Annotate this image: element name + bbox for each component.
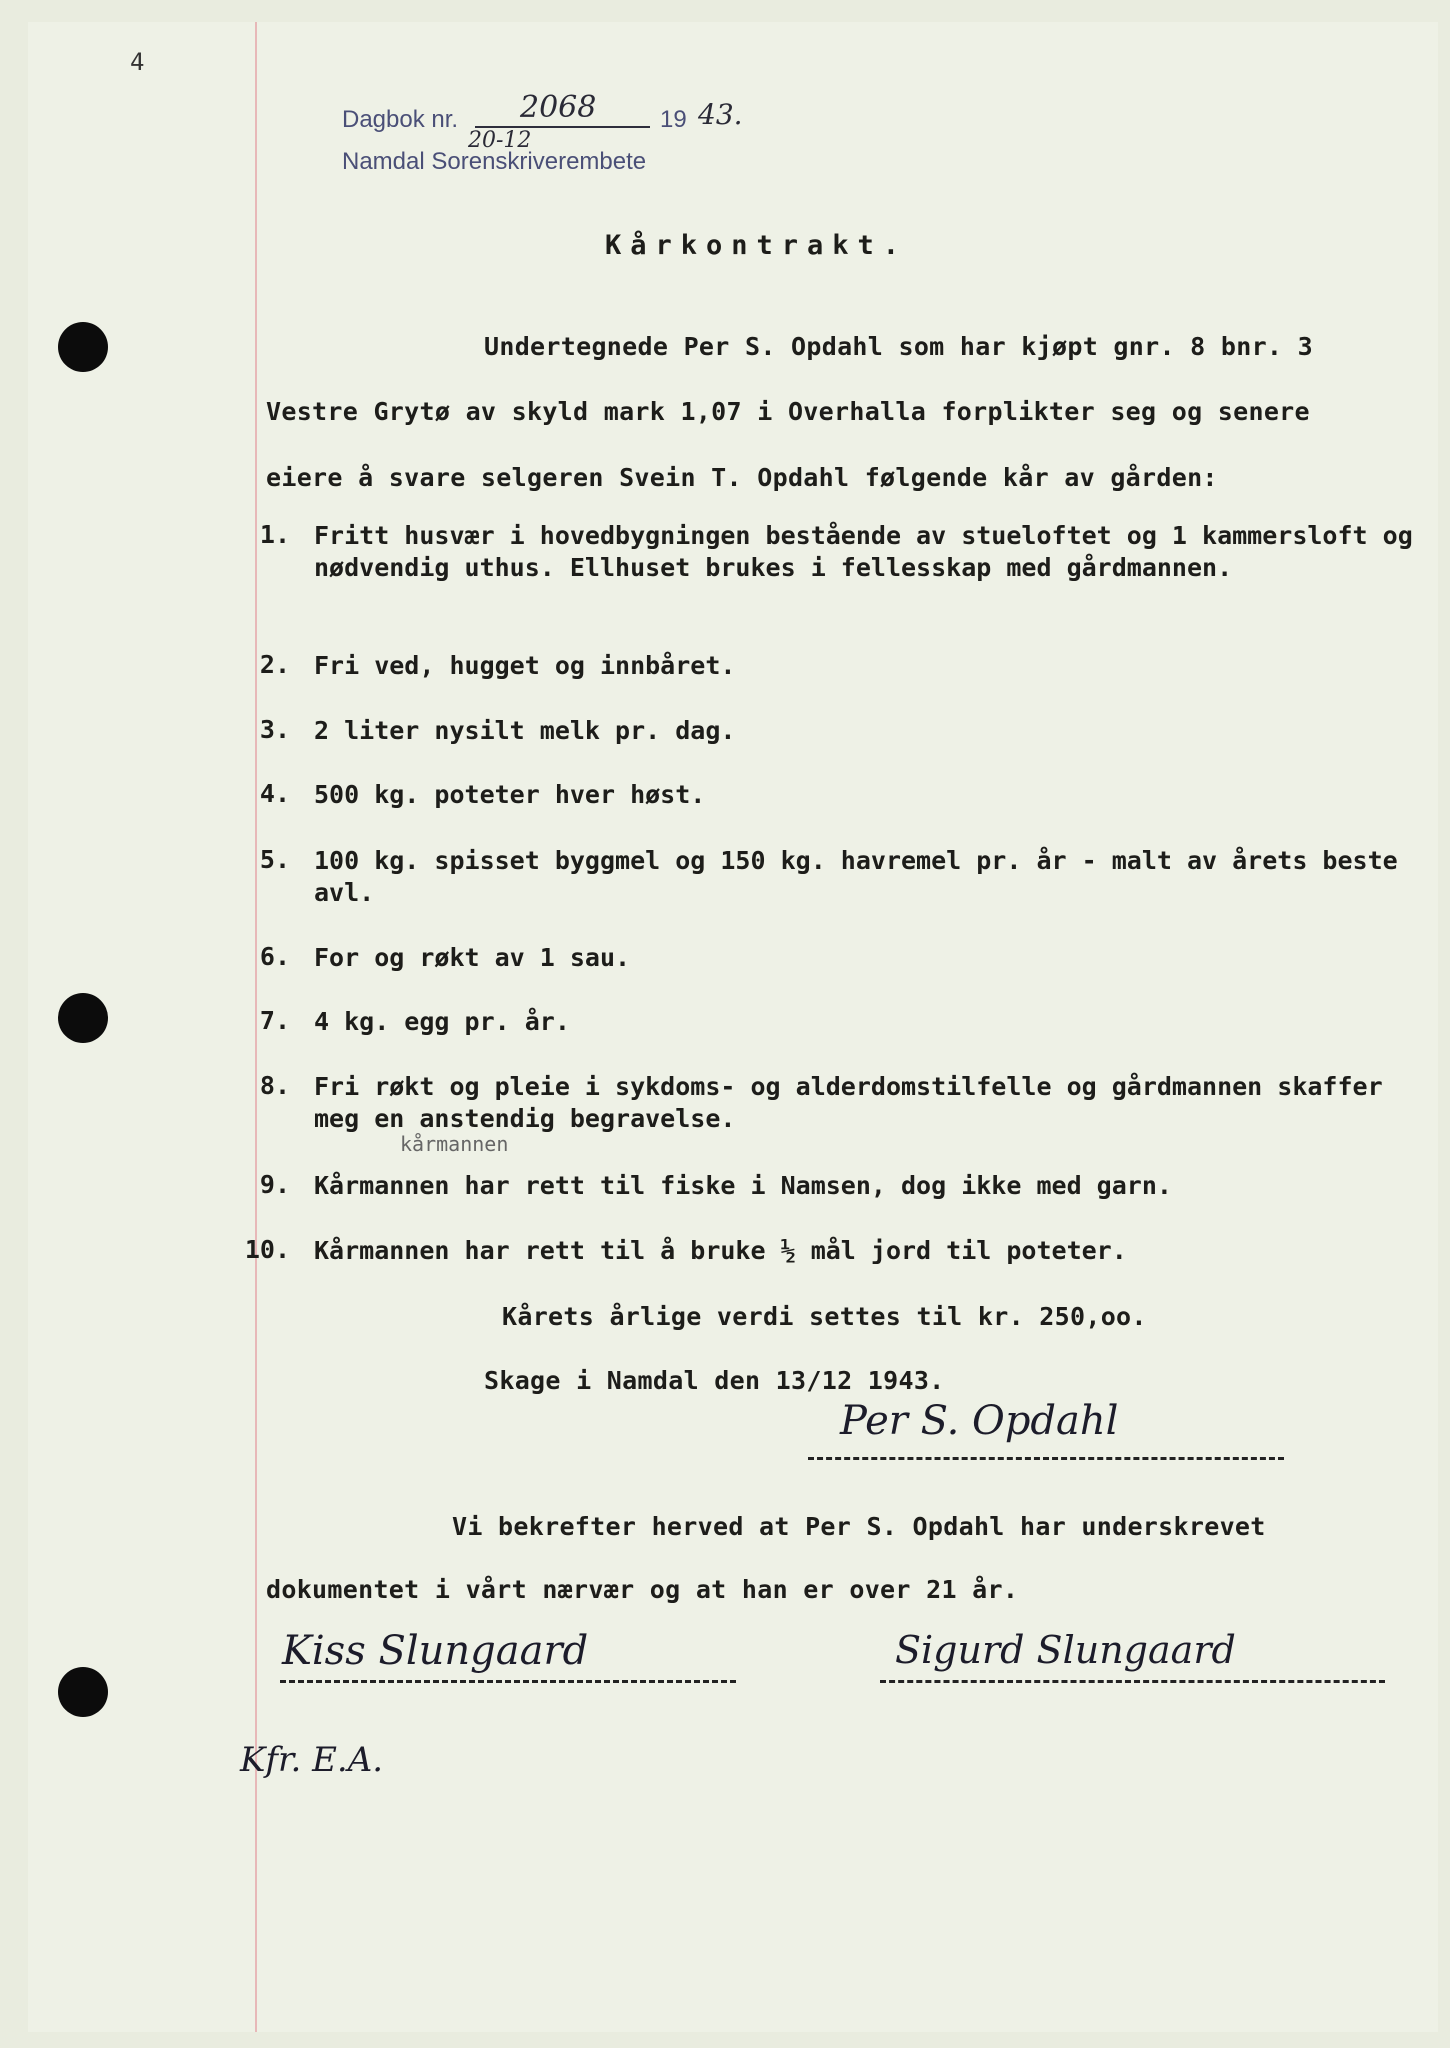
dagbok-year-suffix: 43.: [698, 98, 743, 131]
item-text: 100 kg. spisset byggmel og 150 kg. havremel pr. år - malt av årets beste avl.: [314, 846, 1398, 907]
witness-line-right: [880, 1680, 1385, 1683]
item-text: 4 kg. egg pr. år.: [314, 1007, 570, 1036]
item-text: 500 kg. poteter hver høst.: [314, 780, 706, 809]
punch-hole-bottom: [58, 1667, 108, 1717]
dagbok-year-prefix: 19: [660, 106, 687, 133]
office-stamp: Namdal Sorenskriverembete: [342, 148, 647, 175]
value-line: Kårets årlige verdi settes til kr. 250,oo.: [502, 1302, 1147, 1331]
item-number: 1.: [259, 520, 290, 549]
item-text: Fri røkt og pleie i sykdoms- og alderdomstilfelle og gårdmannen skaffer meg en anstendig begravelse.: [314, 1072, 1383, 1133]
witness-signature-right: Sigurd Slungaard: [895, 1628, 1236, 1672]
item-text: 2 liter nysilt melk pr. dag.: [314, 716, 736, 745]
item-text: Fri ved, hugget og innbåret.: [314, 651, 736, 680]
item-text: Kårmannen har rett til å bruke ½ mål jord til poteter.: [314, 1236, 1127, 1265]
dagbok-label: Dagbok nr.: [342, 106, 459, 133]
intro-line-3: eiere å svare selgeren Svein T. Opdahl følgende kår av gården:: [266, 463, 1218, 492]
item-text: For og røkt av 1 sau.: [314, 943, 631, 972]
page-number: 4: [130, 48, 145, 76]
handwritten-date: 20-12: [468, 128, 532, 153]
punch-hole-middle: [58, 993, 108, 1043]
item-number: 4.: [259, 779, 290, 808]
item-number: 10.: [244, 1235, 290, 1264]
item-number: 6.: [259, 942, 290, 971]
witness-line-left: [280, 1680, 736, 1683]
dagbok-number: 2068: [520, 90, 597, 125]
interlinear-note: kårmannen: [400, 1132, 509, 1156]
item-number: 5.: [259, 845, 290, 874]
item-number: 9.: [259, 1170, 290, 1199]
place-date: Skage i Namdal den 13/12 1943.: [484, 1366, 945, 1395]
document-title: Kårkontrakt.: [605, 230, 909, 261]
item-text: Kårmannen har rett til fiske i Namsen, dog ikke med garn.: [314, 1171, 1172, 1200]
item-number: 7.: [259, 1006, 290, 1035]
witness-line-2: dokumentet i vårt nærvær og at han er over 21 år.: [266, 1575, 1019, 1604]
seller-signature-line: [808, 1457, 1284, 1460]
intro-line-2: Vestre Grytø av skyld mark 1,07 i Overhalla forplikter seg og senere: [266, 397, 1310, 426]
initials: Kfr. E.A.: [240, 1740, 384, 1780]
intro-line-1: Undertegnede Per S. Opdahl som har kjøpt gnr. 8 bnr. 3: [484, 332, 1313, 361]
witness-line-1: Vi bekrefter herved at Per S. Opdahl har underskrevet: [452, 1512, 1266, 1541]
item-text: Fritt husvær i hovedbygningen bestående av stueloftet og 1 kammersloft og nødvendig uthus. Ellhuset brukes i fellesskap med gårdmannen.: [314, 521, 1413, 582]
seller-signature: Per S. Opdahl: [840, 1398, 1119, 1444]
punch-hole-top: [58, 322, 108, 372]
item-number: 3.: [259, 715, 290, 744]
witness-signature-left: Kiss Slungaard: [282, 1628, 589, 1674]
item-number: 8.: [259, 1071, 290, 1100]
item-number: 2.: [259, 650, 290, 679]
